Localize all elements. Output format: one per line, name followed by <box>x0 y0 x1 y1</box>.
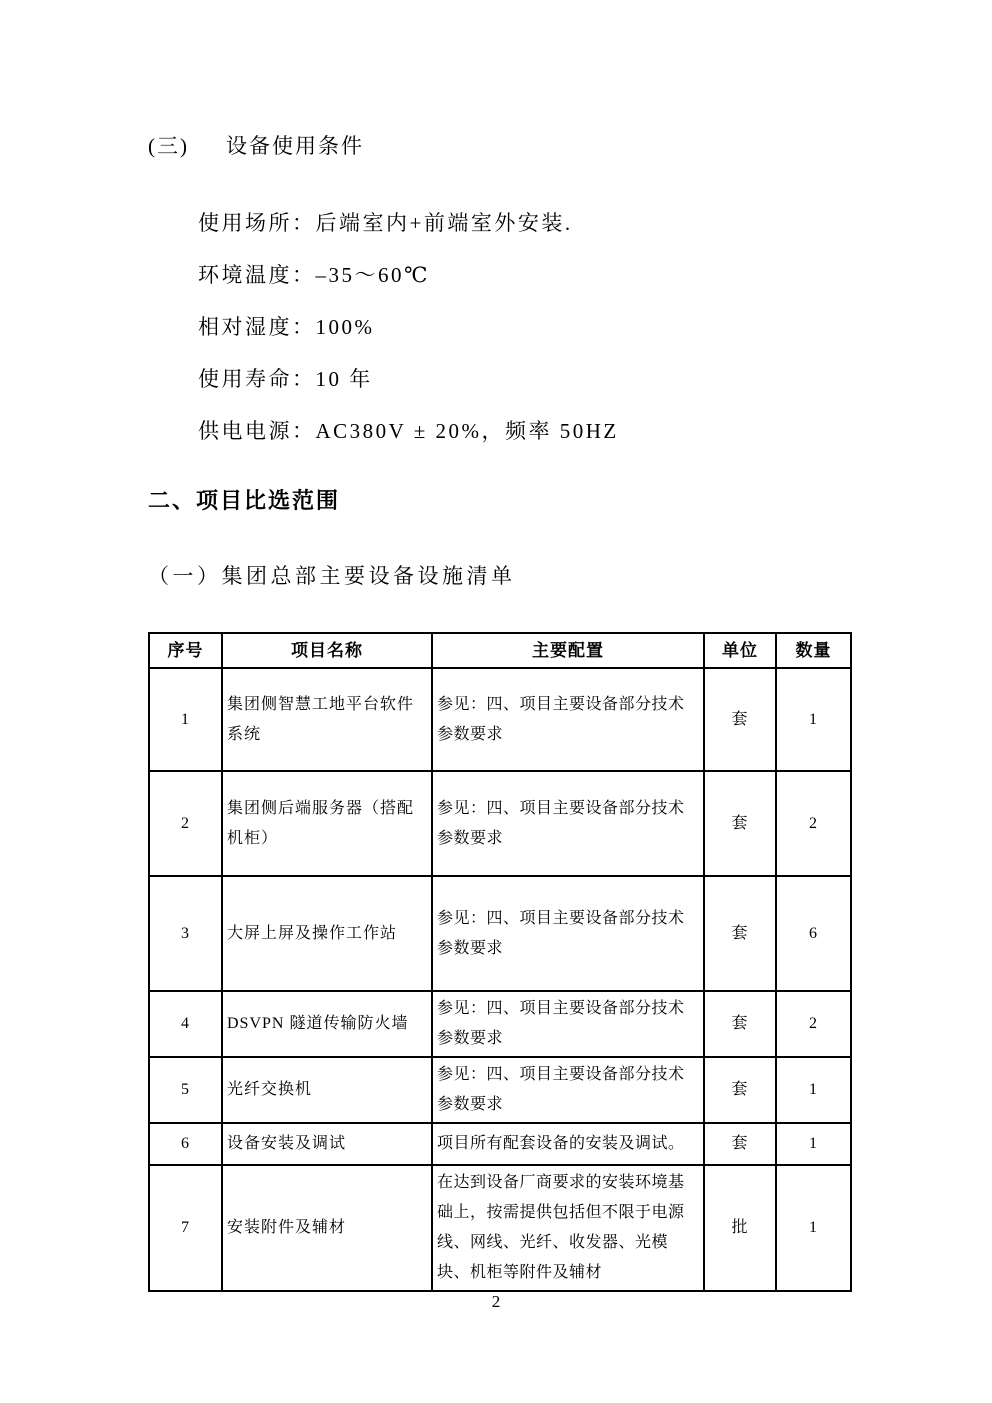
cell-config: 项目所有配套设备的安装及调试。 <box>432 1123 704 1165</box>
cell-item-name: 大屏上屏及操作工作站 <box>222 876 432 991</box>
cell-config: 参见：四、项目主要设备部分技术参数要求 <box>432 1057 704 1123</box>
cell-seq: 6 <box>149 1123 222 1165</box>
cell-item-name: 光纤交换机 <box>222 1057 432 1123</box>
cell-unit: 套 <box>704 668 776 771</box>
cell-config: 参见：四、项目主要设备部分技术参数要求 <box>432 991 704 1057</box>
cell-seq: 1 <box>149 668 222 771</box>
subsection-heading: （一）集团总部主要设备设施清单 <box>148 564 516 588</box>
cell-unit: 套 <box>704 1057 776 1123</box>
cell-item-name: 集团侧智慧工地平台软件系统 <box>222 668 432 771</box>
cell-item-name: DSVPN 隧道传输防火墙 <box>222 991 432 1057</box>
cell-quantity: 1 <box>776 668 851 771</box>
page-number: 2 <box>491 1292 501 1311</box>
cell-quantity: 6 <box>776 876 851 991</box>
cell-unit: 批 <box>704 1165 776 1291</box>
section-heading-title: 设备使用条件 <box>226 134 364 158</box>
cell-seq: 2 <box>149 771 222 876</box>
table-row <box>149 991 851 1057</box>
chapter-heading: 二、项目比选范围 <box>148 488 341 513</box>
table-row <box>149 1165 851 1291</box>
table-row <box>149 876 851 991</box>
cell-seq: 4 <box>149 991 222 1057</box>
column-header-seq: 序号 <box>149 633 222 668</box>
cell-seq: 7 <box>149 1165 222 1291</box>
spec-line-service-life: 使用寿命：10 年 <box>198 367 373 391</box>
section-heading-number: (三) <box>148 134 189 158</box>
table-row <box>149 668 851 771</box>
cell-seq: 3 <box>149 876 222 991</box>
cell-config: 在达到设备厂商要求的安装环境基础上，按需提供包括但不限于电源线、网线、光纤、收发器、光模块、机柜等附件及辅材 <box>432 1165 704 1291</box>
cell-unit: 套 <box>704 876 776 991</box>
spec-line-ambient-temperature: 环境温度：–35～60℃ <box>198 263 430 287</box>
cell-quantity: 1 <box>776 1165 851 1291</box>
cell-config: 参见：四、项目主要设备部分技术参数要求 <box>432 876 704 991</box>
cell-config: 参见：四、项目主要设备部分技术参数要求 <box>432 668 704 771</box>
table-row <box>149 1057 851 1123</box>
cell-quantity: 2 <box>776 991 851 1057</box>
cell-unit: 套 <box>704 771 776 876</box>
table-row <box>149 771 851 876</box>
equipment-list-table <box>148 632 852 1292</box>
cell-item-name: 安装附件及辅材 <box>222 1165 432 1291</box>
cell-item-name: 设备安装及调试 <box>222 1123 432 1165</box>
cell-unit: 套 <box>704 991 776 1057</box>
column-header-main-config: 主要配置 <box>432 633 704 668</box>
cell-quantity: 1 <box>776 1123 851 1165</box>
table-row <box>149 1123 851 1165</box>
cell-config: 参见：四、项目主要设备部分技术参数要求 <box>432 771 704 876</box>
column-header-quantity: 数量 <box>776 633 851 668</box>
spec-line-relative-humidity: 相对湿度：100% <box>198 315 375 339</box>
column-header-unit: 单位 <box>704 633 776 668</box>
column-header-item-name: 项目名称 <box>222 633 432 668</box>
cell-item-name: 集团侧后端服务器（搭配机柜） <box>222 771 432 876</box>
spec-line-power-supply: 供电电源：AC380V ± 20%，频率 50HZ <box>198 419 619 443</box>
section-heading <box>148 130 364 160</box>
cell-quantity: 1 <box>776 1057 851 1123</box>
cell-seq: 5 <box>149 1057 222 1123</box>
table-header-row <box>149 633 851 668</box>
cell-unit: 套 <box>704 1123 776 1165</box>
cell-quantity: 2 <box>776 771 851 876</box>
spec-line-usage-place: 使用场所：后端室内+前端室外安装. <box>198 211 573 235</box>
